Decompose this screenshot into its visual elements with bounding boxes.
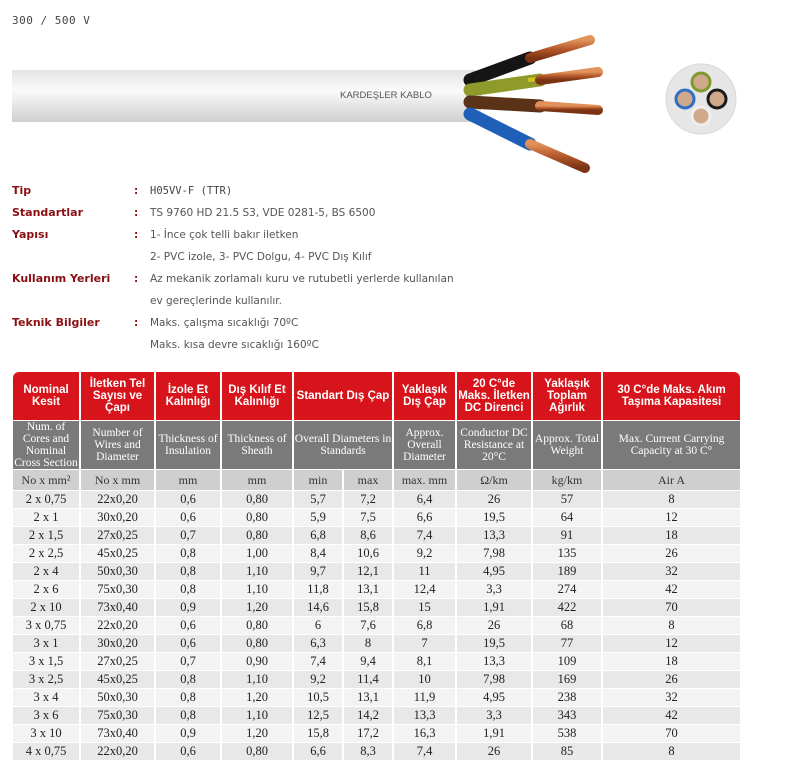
table-cell: 6 [294,617,342,634]
table-cell: 1,00 [222,545,292,562]
table-row [13,545,740,562]
header-row-english [13,421,740,469]
table-cell: 3,3 [457,707,531,724]
table-cell: 57 [533,491,601,508]
table-cell: 0,7 [156,527,220,544]
info-usage-cont [12,290,532,312]
table-cell: 15 [394,599,455,616]
table-cell: 26 [603,545,740,562]
table-cell: 42 [603,581,740,598]
info-colon: : [134,229,139,241]
column-header: 30 C°de Maks. Akım Taşıma Kapasitesi [603,372,740,420]
table-cell: 14,2 [344,707,392,724]
table-cell: 75x0,30 [81,581,154,598]
table-cell: 6,8 [394,617,455,634]
column-header: Approx. Overall Diameter [394,421,455,469]
table-cell: 0,80 [222,491,292,508]
table-cell: 4,95 [457,689,531,706]
table-cell: 1,10 [222,581,292,598]
info-colon: : [134,273,139,285]
table-cell: 0,80 [222,509,292,526]
table-cell: 26 [457,617,531,634]
table-cell: 32 [603,689,740,706]
table-cell: 75x0,30 [81,707,154,724]
column-header: Max. Current Carrying Capacity at 30 C° [603,421,740,469]
table-row [13,653,740,670]
unit-cell: max. mm [394,470,455,490]
table-cell: 0,6 [156,743,220,760]
voltage-rating: 300 / 500 V [12,14,91,27]
table-cell: 32 [603,563,740,580]
table-cell: 9,2 [394,545,455,562]
table-cell: 8,6 [344,527,392,544]
table-cell: 22x0,20 [81,491,154,508]
column-header: Dış Kılıf Et Kalınlığı [222,372,292,420]
info-label: Tip [12,184,32,197]
unit-cell: Air A [603,470,740,490]
table-cell: 26 [457,743,531,760]
table-cell: 2 x 10 [13,599,79,616]
table-cell: 7,4 [294,653,342,670]
table-row [13,689,740,706]
info-structure [12,224,532,246]
table-cell: 11,8 [294,581,342,598]
table-cell: 3 x 4 [13,689,79,706]
spec-table [11,371,742,761]
table-cell: 1,10 [222,707,292,724]
table-cell: 7,4 [394,527,455,544]
column-header: İzole Et Kalınlığı [156,372,220,420]
table-cell: 538 [533,725,601,742]
table-cell: 274 [533,581,601,598]
info-technical-cont [12,334,532,356]
table-row [13,599,740,616]
table-cell: 18 [603,527,740,544]
table-row [13,617,740,634]
table-cell: 0,7 [156,653,220,670]
table-cell: 42 [603,707,740,724]
table-cell: 13,1 [344,581,392,598]
table-cell: 15,8 [294,725,342,742]
unit-cell: kg/km [533,470,601,490]
info-usage [12,268,532,290]
table-cell: 343 [533,707,601,724]
table-cell: 169 [533,671,601,688]
table-cell: 8 [344,635,392,652]
spec-table-body [13,491,740,760]
table-cell: 17,2 [344,725,392,742]
table-cell: 9,4 [344,653,392,670]
unit-cell: mm [222,470,292,490]
table-cell: 30x0,20 [81,509,154,526]
table-cell: 3 x 2,5 [13,671,79,688]
info-label: Teknik Bilgiler [12,316,100,329]
product-info [12,180,532,356]
table-cell: 26 [603,671,740,688]
table-cell: 14,6 [294,599,342,616]
unit-cell: Ω/km [457,470,531,490]
table-cell: 12,1 [344,563,392,580]
table-cell: 1,10 [222,671,292,688]
table-cell: 7,98 [457,545,531,562]
table-cell: 6,8 [294,527,342,544]
column-header: 20 C°de Maks. İletken DC Direnci [457,372,531,420]
table-cell: 2 x 4 [13,563,79,580]
table-cell: 0,80 [222,743,292,760]
info-value: ev gereçlerinde kullanılır. [150,295,282,307]
header-row-turkish [13,372,740,420]
info-label: Kullanım Yerleri [12,272,111,285]
table-cell: 22x0,20 [81,617,154,634]
table-cell: 7,2 [344,491,392,508]
table-cell: 50x0,30 [81,563,154,580]
table-cell: 0,8 [156,689,220,706]
column-header: Conductor DC Resistance at 20°C [457,421,531,469]
table-cell: 3 x 6 [13,707,79,724]
table-cell: 64 [533,509,601,526]
unit-cell: No x mm² [13,470,79,490]
table-row [13,581,740,598]
table-cell: 9,7 [294,563,342,580]
column-header: Number of Wires and Diameter [81,421,154,469]
table-cell: 13,3 [394,707,455,724]
cable-print-text: KARDEŞLER KABLO [340,90,432,101]
table-cell: 45x0,25 [81,671,154,688]
table-cell: 2 x 6 [13,581,79,598]
table-row [13,491,740,508]
info-standards [12,202,532,224]
table-cell: 0,9 [156,725,220,742]
unit-cell: No x mm [81,470,154,490]
table-cell: 91 [533,527,601,544]
info-value: Az mekanik zorlamalı kuru ve rutubetli yerlerde kullanılan [150,273,454,285]
table-cell: 1,20 [222,689,292,706]
table-cell: 27x0,25 [81,527,154,544]
table-cell: 2 x 1,5 [13,527,79,544]
table-cell: 8 [603,743,740,760]
column-header: İletken Tel Sayısı ve Çapı [81,372,154,420]
column-header: Thickness of Insulation [156,421,220,469]
table-cell: 7,5 [344,509,392,526]
table-cell: 3 x 1 [13,635,79,652]
table-cell: 68 [533,617,601,634]
table-cell: 7,98 [457,671,531,688]
table-cell: 0,6 [156,635,220,652]
table-cell: 0,8 [156,581,220,598]
table-cell: 73x0,40 [81,599,154,616]
table-cell: 70 [603,725,740,742]
table-cell: 4,95 [457,563,531,580]
table-cell: 0,8 [156,545,220,562]
table-cell: 422 [533,599,601,616]
table-cell: 4 x 0,75 [13,743,79,760]
table-cell: 0,90 [222,653,292,670]
table-row [13,509,740,526]
info-value: Maks. kısa devre sıcaklığı 160ºC [150,339,319,351]
table-cell: 50x0,30 [81,689,154,706]
table-cell: 11 [394,563,455,580]
table-cell: 45x0,25 [81,545,154,562]
table-cell: 85 [533,743,601,760]
table-cell: 9,2 [294,671,342,688]
table-row [13,743,740,760]
unit-cell: mm [156,470,220,490]
info-value: 2- PVC izole, 3- PVC Dolgu, 4- PVC Dış Kılıf [150,251,372,263]
table-cell: 1,20 [222,725,292,742]
table-cell: 6,4 [394,491,455,508]
table-cell: 6,6 [394,509,455,526]
table-row [13,707,740,724]
table-row [13,635,740,652]
table-cell: 0,6 [156,491,220,508]
table-cell: 12,5 [294,707,342,724]
table-row [13,563,740,580]
table-cell: 12,4 [394,581,455,598]
unit-cell: min [294,470,342,490]
table-cell: 19,5 [457,635,531,652]
table-cell: 10,5 [294,689,342,706]
table-cell: 8 [603,491,740,508]
table-cell: 12 [603,635,740,652]
table-cell: 73x0,40 [81,725,154,742]
table-cell: 7,6 [344,617,392,634]
table-cell: 2 x 2,5 [13,545,79,562]
table-cell: 0,8 [156,671,220,688]
table-cell: 11,4 [344,671,392,688]
table-cell: 18 [603,653,740,670]
units-row [13,470,740,490]
table-cell: 135 [533,545,601,562]
table-cell: 6,6 [294,743,342,760]
table-cell: 189 [533,563,601,580]
table-cell: 0,8 [156,707,220,724]
column-header: Overall Diameters in Standards [294,421,392,469]
table-cell: 3 x 0,75 [13,617,79,634]
info-label: Yapısı [12,228,49,241]
table-cell: 8 [603,617,740,634]
table-cell: 26 [457,491,531,508]
table-cell: 12 [603,509,740,526]
table-cell: 13,3 [457,653,531,670]
table-cell: 6,3 [294,635,342,652]
info-technical [12,312,532,334]
table-cell: 0,9 [156,599,220,616]
column-header: Standart Dış Çap [294,372,392,420]
table-cell: 0,6 [156,617,220,634]
info-structure-cont [12,246,532,268]
table-cell: 238 [533,689,601,706]
table-cell: 8,4 [294,545,342,562]
cable-product-image [0,26,620,176]
table-cell: 11,9 [394,689,455,706]
table-cell: 19,5 [457,509,531,526]
table-cell: 5,7 [294,491,342,508]
table-row [13,725,740,742]
table-cell: 0,8 [156,563,220,580]
column-header: Yaklaşık Dış Çap [394,372,455,420]
info-colon: : [134,185,139,197]
table-cell: 2 x 0,75 [13,491,79,508]
table-cell: 2 x 1 [13,509,79,526]
table-cell: 22x0,20 [81,743,154,760]
table-cell: 10 [394,671,455,688]
table-row [13,527,740,544]
info-value: TS 9760 HD 21.5 S3, VDE 0281-5, BS 6500 [150,207,376,219]
table-cell: 3 x 1,5 [13,653,79,670]
table-cell: 3 x 10 [13,725,79,742]
table-cell: 15,8 [344,599,392,616]
info-value: 1- İnce çok telli bakır iletken [150,229,299,241]
table-cell: 13,3 [457,527,531,544]
info-colon: : [134,207,139,219]
table-cell: 1,10 [222,563,292,580]
table-row [13,671,740,688]
table-cell: 0,80 [222,617,292,634]
table-cell: 0,6 [156,509,220,526]
info-type [12,180,532,202]
column-header: Approx. Total Weight [533,421,601,469]
table-cell: 30x0,20 [81,635,154,652]
table-cell: 5,9 [294,509,342,526]
column-header: Yaklaşık Toplam Ağırlık [533,372,601,420]
table-cell: 7 [394,635,455,652]
table-cell: 109 [533,653,601,670]
info-label: Standartlar [12,206,84,219]
info-colon: : [134,317,139,329]
table-cell: 27x0,25 [81,653,154,670]
info-value: Maks. çalışma sıcaklığı 70ºC [150,317,299,329]
table-cell: 1,91 [457,725,531,742]
column-header: Nominal Kesit [13,372,79,420]
table-cell: 8,1 [394,653,455,670]
table-cell: 70 [603,599,740,616]
column-header: Num. of Cores and Nominal Cross Section [14,421,78,469]
table-cell: 10,6 [344,545,392,562]
table-cell: 0,80 [222,635,292,652]
table-cell: 13,1 [344,689,392,706]
column-header: Thickness of Sheath [222,421,292,469]
table-cell: 77 [533,635,601,652]
table-cell: 0,80 [222,527,292,544]
table-cell: 3,3 [457,581,531,598]
info-value: H05VV-F (TTR) [150,185,233,197]
table-cell: 16,3 [394,725,455,742]
table-cell: 1,20 [222,599,292,616]
unit-cell: max [344,470,392,490]
table-cell: 1,91 [457,599,531,616]
cable-cross-section-icon [664,62,738,136]
table-cell: 7,4 [394,743,455,760]
table-cell: 8,3 [344,743,392,760]
